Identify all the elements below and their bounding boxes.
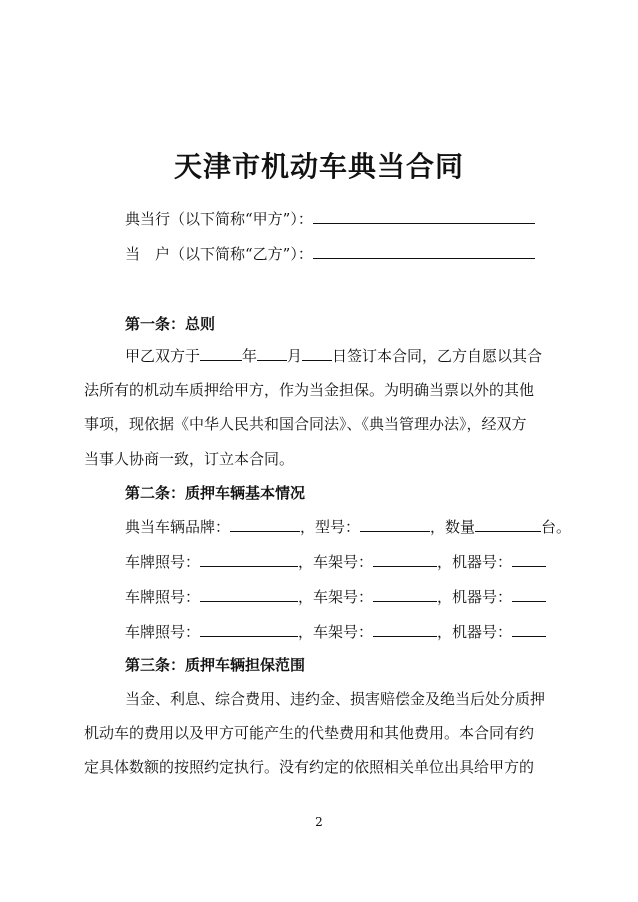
article1-line3: 事项，现依据《中华人民共和国合同法》、《典当管理办法》，经双方 (84, 415, 527, 433)
article3-heading: 第三条：质押车辆担保范围 (125, 656, 306, 674)
year-blank[interactable] (200, 346, 242, 361)
vehicle-row (125, 622, 555, 642)
quantity-label: ，数量 (430, 518, 476, 536)
article1-heading: 第一条：总则 (125, 315, 216, 333)
day-blank[interactable] (302, 346, 332, 361)
quantity-unit: 台。 (541, 518, 572, 536)
plate-label: 车牌照号： (125, 623, 201, 641)
engine-blank[interactable] (512, 587, 546, 602)
engine-label: ，机器号： (437, 553, 513, 571)
article1-line2: 法所有的机动车质押给甲方，作为当金担保。为明确当票以外的其他 (84, 381, 535, 399)
month-blank[interactable] (257, 346, 287, 361)
vehicle-row (125, 552, 555, 572)
pawnshop-label: 典当行（以下简称“甲方”）： (125, 210, 313, 228)
customer-blank[interactable] (313, 244, 535, 259)
article3-line2: 机动车的费用以及甲方可能产生的代垫费用和其他费用。本合同有约 (84, 724, 535, 742)
frame-blank[interactable] (373, 587, 437, 602)
month-label: 月 (287, 347, 303, 365)
vehicle-brand-line (125, 517, 572, 537)
article1-line4: 当事人协商一致，订立本合同。 (84, 450, 295, 468)
page-number: 2 (315, 815, 323, 829)
plate-label: 车牌照号： (125, 553, 201, 571)
vehicle-row (125, 587, 555, 607)
plate-label: 车牌照号： (125, 588, 201, 606)
plate-blank[interactable] (200, 552, 298, 567)
frame-blank[interactable] (373, 622, 437, 637)
article3-line3: 定具体数额的按照约定执行。没有约定的依照相关单位出具给甲方的 (84, 758, 535, 776)
model-label: ，型号： (300, 518, 361, 536)
brand-blank[interactable] (230, 517, 300, 532)
frame-label: ，车架号： (298, 553, 374, 571)
article2-heading: 第二条：质押车辆基本情况 (125, 484, 306, 502)
article1-line1 (125, 346, 555, 366)
frame-label: ，车架号： (298, 588, 374, 606)
frame-blank[interactable] (373, 552, 437, 567)
customer-label: 当 户（以下简称“乙方”）： (125, 245, 313, 263)
model-blank[interactable] (360, 517, 430, 532)
article3-line1: 当金、利息、综合费用、违约金、损害赔偿金及绝当后处分质押 (125, 690, 546, 708)
plate-blank[interactable] (200, 587, 298, 602)
year-label: 年 (242, 347, 258, 365)
frame-label: ，车架号： (298, 623, 374, 641)
customer-party-line (125, 244, 555, 264)
article1-intro-rest: 日签订本合同，乙方自愿以其合 (332, 347, 543, 365)
engine-blank[interactable] (512, 552, 546, 567)
engine-label: ，机器号： (437, 623, 513, 641)
document-title: 天津市机动车典当合同 (173, 150, 464, 183)
plate-blank[interactable] (200, 622, 298, 637)
engine-blank[interactable] (512, 622, 546, 637)
quantity-blank[interactable] (475, 517, 541, 532)
pawnshop-party-line (125, 209, 555, 229)
brand-label: 典当车辆品牌： (125, 518, 231, 536)
article1-intro: 甲乙双方于 (125, 347, 201, 365)
pawnshop-blank[interactable] (313, 209, 535, 224)
engine-label: ，机器号： (437, 588, 513, 606)
